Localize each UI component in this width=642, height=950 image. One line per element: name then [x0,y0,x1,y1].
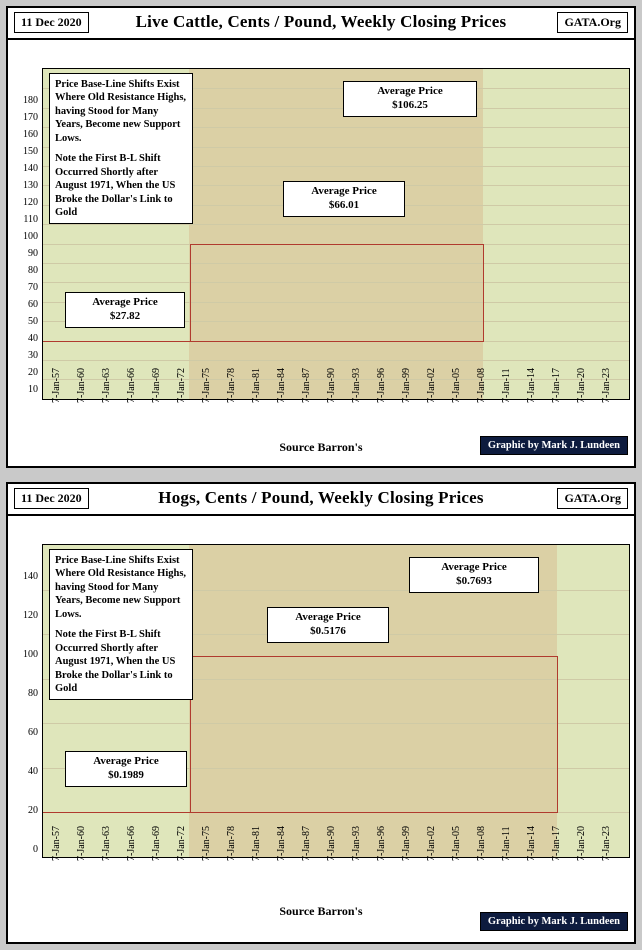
y-tick-label: 30 [28,350,38,361]
x-tick-label: 7-Jan-63 [101,826,112,861]
x-tick-label: 7-Jan-96 [376,368,387,403]
x-tick-label: 7-Jan-02 [426,368,437,403]
annotation-label: Average Price [377,85,443,97]
plot-area-wrapper [8,40,634,468]
baseline-shift-2003 [483,244,484,341]
x-tick-label: 7-Jan-78 [226,368,237,403]
x-tick-label: 7-Jan-20 [576,368,587,403]
x-tick-label: 7-Jan-11 [501,368,512,403]
annotation-value: $0.5176 [310,624,346,637]
x-tick-label: 7-Jan-96 [376,826,387,861]
x-tick-label: 7-Jan-60 [76,368,87,403]
y-tick-label: 150 [23,146,38,157]
region-band-2011-2020 [557,545,629,857]
chart-plot-live-cattle [42,68,630,400]
x-tick-label: 7-Jan-90 [326,826,337,861]
y-tick-label: 70 [28,282,38,293]
x-tick-label: 7-Jan-23 [601,368,612,403]
baseline-shift-2011 [557,656,558,812]
x-tick-label: 7-Jan-93 [351,368,362,403]
x-tick-label: 7-Jan-20 [576,826,587,861]
x-tick-label: 7-Jan-99 [401,826,412,861]
x-tick-label: 7-Jan-72 [176,826,187,861]
x-tick-label: 7-Jan-81 [251,368,262,403]
plot-area-wrapper [8,516,634,944]
annotation-value: $66.01 [328,198,360,211]
x-tick-label: 7-Jan-87 [301,368,312,403]
baseline-20-right [190,812,558,813]
x-tick-label: 7-Jan-87 [301,826,312,861]
y-tick-label: 140 [23,163,38,174]
annotation-average-price-3 [409,557,539,593]
annotation-label: Average Price [92,296,158,308]
x-tick-label: 7-Jan-72 [176,368,187,403]
annotation-label: Average Price [93,755,159,767]
chart-panel-hogs [6,482,636,944]
x-tick-label: 7-Jan-17 [551,826,562,861]
panel-header [8,8,634,40]
x-tick-label: 7-Jan-84 [276,826,287,861]
x-tick-label: 7-Jan-60 [76,826,87,861]
gata-badge: GATA.Org [557,488,628,509]
baseline-90 [190,656,558,657]
note-paragraph-2: Note the First B-L Shift Occurred Shortly after August 1971, When the US Broke the Dollar's Link to Gold [55,153,176,218]
credit-badge: Graphic by Mark J. Lundeen [480,912,628,931]
y-tick-label: 80 [28,688,38,699]
note-paragraph-1: Price Base-Line Shifts Exist Where Old Resistance Highs, having Stood for Many Years, Become new Support Lows. [55,79,187,144]
page-title: Hogs, Cents / Pound, Weekly Closing Prices [158,488,484,507]
annotation-label: Average Price [295,611,361,623]
y-tick-label: 170 [23,112,38,123]
x-tick-label: 7-Jan-75 [201,826,212,861]
y-tick-label: 20 [28,805,38,816]
x-tick-label: 7-Jan-57 [51,826,62,861]
date-badge: 11 Dec 2020 [14,488,89,509]
x-tick-label: 7-Jan-23 [601,826,612,861]
date-badge: 11 Dec 2020 [14,12,89,33]
x-tick-label: 7-Jan-99 [401,368,412,403]
y-tick-label: 0 [33,844,38,855]
annotation-value: $0.7693 [456,574,492,587]
y-tick-label: 180 [23,95,38,106]
x-tick-label: 7-Jan-14 [526,368,537,403]
baseline-20 [43,812,191,813]
y-tick-label: 40 [28,766,38,777]
baseline-note-block [49,549,193,700]
x-tick-label: 7-Jan-69 [151,368,162,403]
gata-badge: GATA.Org [557,12,628,33]
baseline-shift-1972 [190,244,191,341]
note-paragraph-2: Note the First B-L Shift Occurred Shortly after August 1971, When the US Broke the Dollar's Link to Gold [55,629,176,694]
x-tick-label: 7-Jan-05 [451,826,462,861]
source-label: Source Barron's [279,904,363,918]
x-tick-label: 7-Jan-63 [101,368,112,403]
x-tick-label: 7-Jan-17 [551,368,562,403]
y-tick-label: 120 [23,197,38,208]
y-tick-label: 100 [23,231,38,242]
y-tick-label: 160 [23,129,38,140]
x-tick-label: 7-Jan-75 [201,368,212,403]
region-band-2003-2020 [483,69,629,399]
baseline-40 [43,341,191,342]
note-paragraph-1: Price Base-Line Shifts Exist Where Old Resistance Highs, having Stood for Many Years, Become new Support Lows. [55,555,187,620]
x-tick-label: 7-Jan-11 [501,826,512,861]
annotation-average-price-3 [343,81,477,117]
annotation-value: $106.25 [392,98,428,111]
y-tick-label: 110 [23,214,38,225]
baseline-90 [190,244,484,245]
x-tick-label: 7-Jan-05 [451,368,462,403]
x-tick-label: 7-Jan-08 [476,368,487,403]
y-tick-label: 120 [23,610,38,621]
y-tick-label: 10 [28,384,38,395]
y-tick-label: 20 [28,367,38,378]
x-tick-label: 7-Jan-66 [126,826,137,861]
y-tick-label: 50 [28,316,38,327]
credit-badge: Graphic by Mark J. Lundeen [480,436,628,455]
y-tick-label: 130 [23,180,38,191]
baseline-40-right [190,341,484,342]
source-label: Source Barron's [279,440,363,454]
x-tick-label: 7-Jan-84 [276,368,287,403]
y-tick-label: 60 [28,727,38,738]
x-tick-label: 7-Jan-93 [351,826,362,861]
panel-header [8,484,634,516]
annotation-average-price-1 [65,292,185,328]
x-tick-label: 7-Jan-90 [326,368,337,403]
chart-plot-hogs [42,544,630,858]
y-tick-label: 140 [23,571,38,582]
x-tick-label: 7-Jan-14 [526,826,537,861]
page-title: Live Cattle, Cents / Pound, Weekly Closing Prices [135,12,507,31]
x-tick-label: 7-Jan-08 [476,826,487,861]
chart-panel-live-cattle [6,6,636,468]
annotation-average-price-2 [267,607,389,643]
x-tick-label: 7-Jan-57 [51,368,62,403]
annotation-average-price-1 [65,751,187,787]
x-tick-label: 7-Jan-69 [151,826,162,861]
region-band-1972-2002 [189,69,483,399]
annotation-value: $27.82 [109,309,141,322]
y-tick-label: 90 [28,248,38,259]
y-tick-label: 80 [28,265,38,276]
baseline-note-block [49,73,193,224]
x-tick-label: 7-Jan-66 [126,368,137,403]
y-tick-label: 100 [23,649,38,660]
y-tick-label: 40 [28,333,38,344]
annotation-label: Average Price [441,561,507,573]
annotation-average-price-2 [283,181,405,217]
y-tick-label: 60 [28,299,38,310]
x-tick-label: 7-Jan-78 [226,826,237,861]
x-tick-label: 7-Jan-02 [426,826,437,861]
x-tick-label: 7-Jan-81 [251,826,262,861]
annotation-value: $0.1989 [108,768,144,781]
annotation-label: Average Price [311,185,377,197]
